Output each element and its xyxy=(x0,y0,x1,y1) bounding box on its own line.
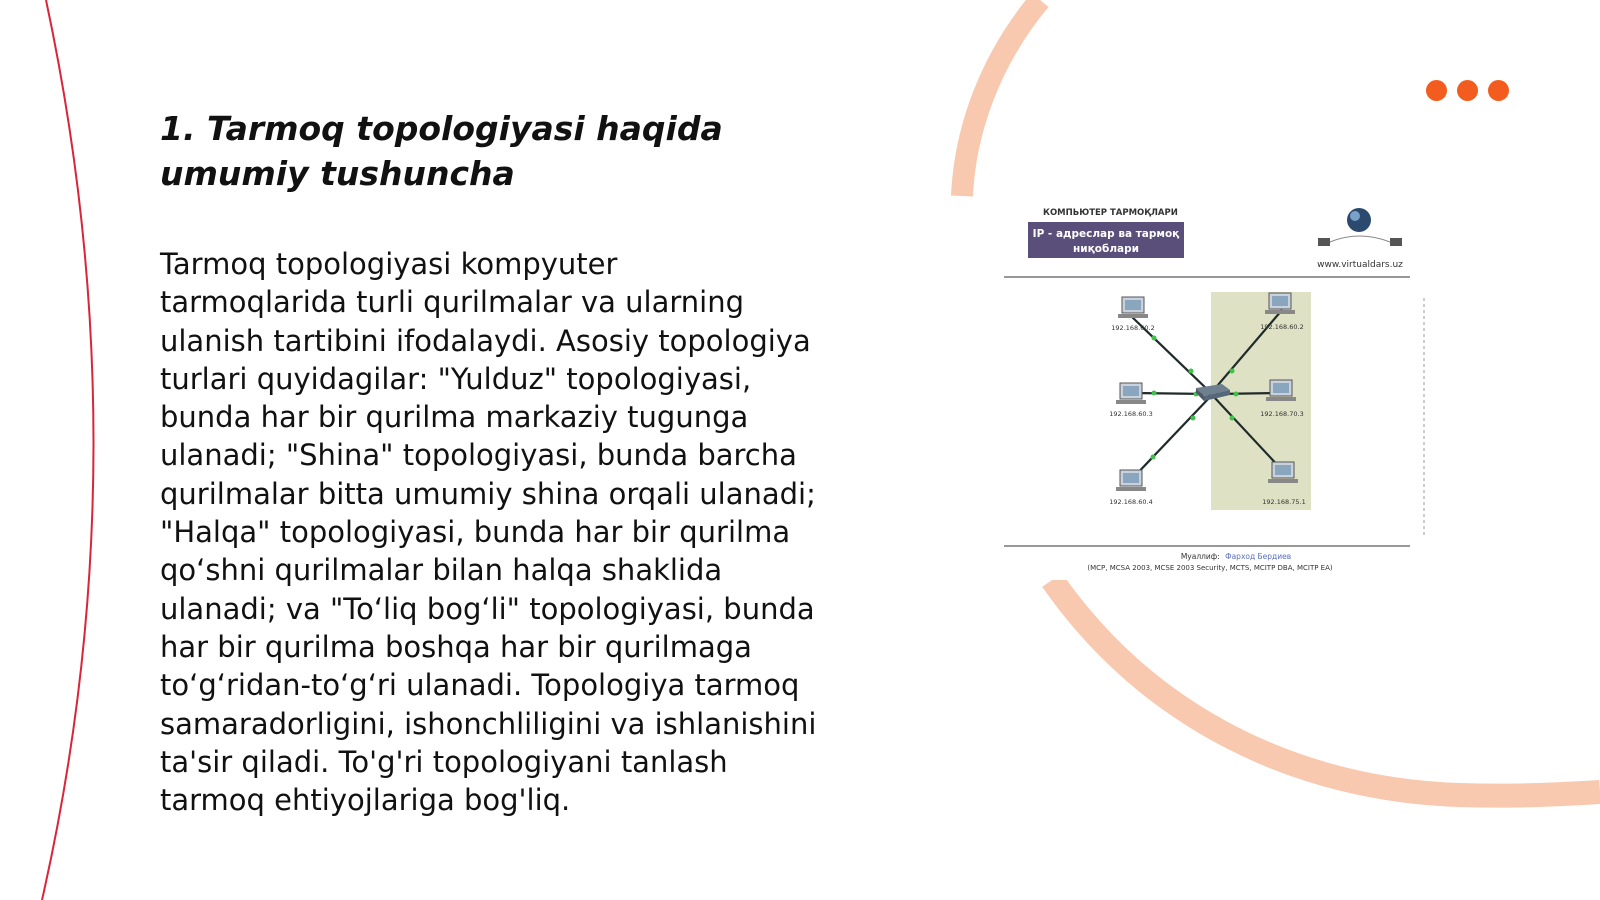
host-label: 192.168.75.1 xyxy=(1262,498,1306,506)
figure-header-top: КОМПЬЮТЕР ТАРМОҚЛАРИ xyxy=(1043,208,1178,218)
host-label: 192.168.60.2 xyxy=(1260,323,1304,331)
host-label: 192.168.60.4 xyxy=(1109,498,1153,506)
host-label: 192.168.60.3 xyxy=(1109,410,1153,418)
figure-header-box-line2: ниқоблари xyxy=(1073,243,1139,255)
computer-icon xyxy=(1116,470,1146,491)
more-dots-icon xyxy=(1426,80,1514,102)
figure-footer-line1 xyxy=(1181,552,1291,561)
dot-icon xyxy=(1488,80,1509,101)
figure-footer-author: Фарход Бердиев xyxy=(1225,552,1292,561)
orange-arc-top xyxy=(962,0,1040,196)
figure-footer-prefix: Муаллиф: xyxy=(1180,552,1220,561)
dot-icon xyxy=(1426,80,1447,101)
globe-icon xyxy=(1318,208,1402,246)
slide-title: 1. Tarmoq topologiyasi haqida umumiy tushuncha xyxy=(160,109,723,193)
left-red-curve xyxy=(42,0,94,900)
host-label: 192.168.60.2 xyxy=(1111,324,1155,332)
computer-icon xyxy=(1268,462,1298,483)
computer-icon xyxy=(1116,383,1146,404)
host-label: 192.168.70.3 xyxy=(1260,410,1304,418)
computer-icon xyxy=(1266,380,1296,401)
figure-header-box-line1: IP - адреслар ва тармоқ xyxy=(1032,228,1180,240)
computer-icon xyxy=(1118,297,1148,318)
computer-icon xyxy=(1265,293,1295,314)
network-topology-figure xyxy=(1000,200,1430,580)
dot-icon xyxy=(1457,80,1478,101)
slide-body-text: Tarmoq topologiyasi kompyuter tarmoqlarida turli qurilmalar va ularning ulanish tartibini ifodalaydi. Asosiy topologiya turlari quyidagilar: "Yulduz" topologiyasi, bunda har bir qurilma markaziy tugunga ulanadi; "Shina" topologiyasi, bunda barcha qurilmalar bitta umumiy shina orqali ulanadi; "Halqa" topologiyasi, bunda har bir qurilma qo‘shni qurilmalar bilan halqa shaklida ulanadi; va "To‘liq bog‘li" topologiyasi, bunda har bir qurilma boshqa har bir qurilmaga to‘g‘ridan-to‘g‘ri ulanadi. Topologiya tarmoq samaradorligini, ishonchliligini va ishlanishini ta'sir qiladi. To'g'ri topologiyani tanlash tarmoq ehtiyojlariga bog'liq. xyxy=(160,247,817,818)
figure-site: www.virtualdars.uz xyxy=(1317,260,1403,270)
figure-footer-line2: (MCP, MCSA 2003, MCSE 2003 Security, MCTS, MCITP DBA, MCITP EA) xyxy=(1087,564,1333,572)
network-diagram xyxy=(1000,200,1430,580)
orange-arc-bottom xyxy=(1052,580,1600,796)
